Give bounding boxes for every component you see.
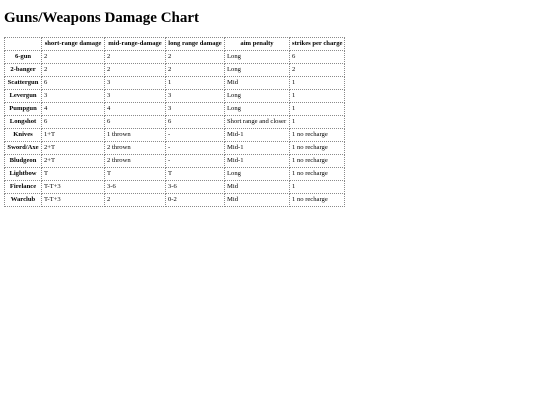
header-short-range-damage: short-range damage: [42, 38, 105, 51]
table-cell: 1 no recharge: [290, 129, 345, 142]
table-cell: 4: [42, 103, 105, 116]
table-cell: Long: [225, 103, 290, 116]
table-cell: T: [42, 168, 105, 181]
row-header: 2-banger: [5, 64, 42, 77]
table-row: [5, 181, 345, 194]
header-mid-range-damage: mid-range-damage: [105, 38, 166, 51]
row-header: Pumpgun: [5, 103, 42, 116]
table-row: [5, 168, 345, 181]
table-cell: T-T+3: [42, 181, 105, 194]
table-cell: 3-6: [105, 181, 166, 194]
table-cell: 1 no recharge: [290, 194, 345, 207]
table-cell: 2: [290, 64, 345, 77]
row-header: 6-gun: [5, 51, 42, 64]
table-cell: 2: [105, 51, 166, 64]
table-cell: 1 no recharge: [290, 155, 345, 168]
table-cell: 6: [42, 77, 105, 90]
table-cell: 1 no recharge: [290, 142, 345, 155]
row-header: Sword/Axe: [5, 142, 42, 155]
table-cell: 1 no recharge: [290, 168, 345, 181]
table-cell: 6: [42, 116, 105, 129]
table-cell: Mid: [225, 181, 290, 194]
table-cell: 2 thrown: [105, 155, 166, 168]
table-cell: 2+T: [42, 155, 105, 168]
table-cell: 1 thrown: [105, 129, 166, 142]
table-cell: Mid-1: [225, 155, 290, 168]
page-title: Guns/Weapons Damage Chart: [4, 10, 200, 26]
table-cell: 6: [290, 51, 345, 64]
table-cell: 6: [105, 116, 166, 129]
table-cell: 2+T: [42, 142, 105, 155]
table-cell: Long: [225, 90, 290, 103]
table-cell: 3: [105, 90, 166, 103]
table-row: [5, 51, 345, 64]
header-strikes-per-charge: strikes per charge: [290, 38, 345, 51]
table-row: [5, 90, 345, 103]
table-cell: 1: [290, 77, 345, 90]
table-row: [5, 129, 345, 142]
table-row: [5, 64, 345, 77]
table-row: [5, 194, 345, 207]
table-cell: -: [166, 155, 225, 168]
table-cell: 4: [105, 103, 166, 116]
header-corner: [5, 38, 42, 51]
table-cell: Mid-1: [225, 129, 290, 142]
row-header: Firelance: [5, 181, 42, 194]
table-cell: 1: [166, 77, 225, 90]
table-cell: Long: [225, 51, 290, 64]
table-cell: 2: [105, 64, 166, 77]
table-cell: 2: [166, 51, 225, 64]
table-cell: Mid: [225, 194, 290, 207]
table-cell: 1: [290, 181, 345, 194]
table-row: [5, 116, 345, 129]
header-aim-penalty: aim penalty: [225, 38, 290, 51]
table-row: [5, 77, 345, 90]
damage-table: [4, 37, 345, 207]
table-row: [5, 103, 345, 116]
table-row: [5, 155, 345, 168]
row-header: Levergun: [5, 90, 42, 103]
table-cell: 2: [105, 194, 166, 207]
table-cell: 0-2: [166, 194, 225, 207]
row-header: Warclub: [5, 194, 42, 207]
table-cell: 2: [166, 64, 225, 77]
table-cell: 3: [166, 103, 225, 116]
table-cell: 3: [105, 77, 166, 90]
table-cell: Short range and closer: [225, 116, 290, 129]
table-cell: -: [166, 129, 225, 142]
table-cell: 3: [166, 90, 225, 103]
header-long-range-damage: long range damage: [166, 38, 225, 51]
table-cell: 6: [166, 116, 225, 129]
table-row: [5, 142, 345, 155]
row-header: Longshot: [5, 116, 42, 129]
table-cell: 1: [290, 90, 345, 103]
table-cell: T: [166, 168, 225, 181]
table-cell: 2 thrown: [105, 142, 166, 155]
row-header: Lightbow: [5, 168, 42, 181]
table-cell: T-T+3: [42, 194, 105, 207]
table-cell: 2: [42, 64, 105, 77]
table-cell: -: [166, 142, 225, 155]
table-cell: 3: [42, 90, 105, 103]
table-cell: 1: [290, 116, 345, 129]
table-cell: Long: [225, 64, 290, 77]
header-row: [5, 38, 345, 51]
row-header: Scattergun: [5, 77, 42, 90]
table-cell: 1: [290, 103, 345, 116]
table-cell: 2: [42, 51, 105, 64]
table-cell: Long: [225, 168, 290, 181]
table-cell: Mid-1: [225, 142, 290, 155]
table-cell: 3-6: [166, 181, 225, 194]
row-header: Knives: [5, 129, 42, 142]
table-cell: T: [105, 168, 166, 181]
table-cell: 1+T: [42, 129, 105, 142]
table-cell: Mid: [225, 77, 290, 90]
row-header: Bludgeon: [5, 155, 42, 168]
